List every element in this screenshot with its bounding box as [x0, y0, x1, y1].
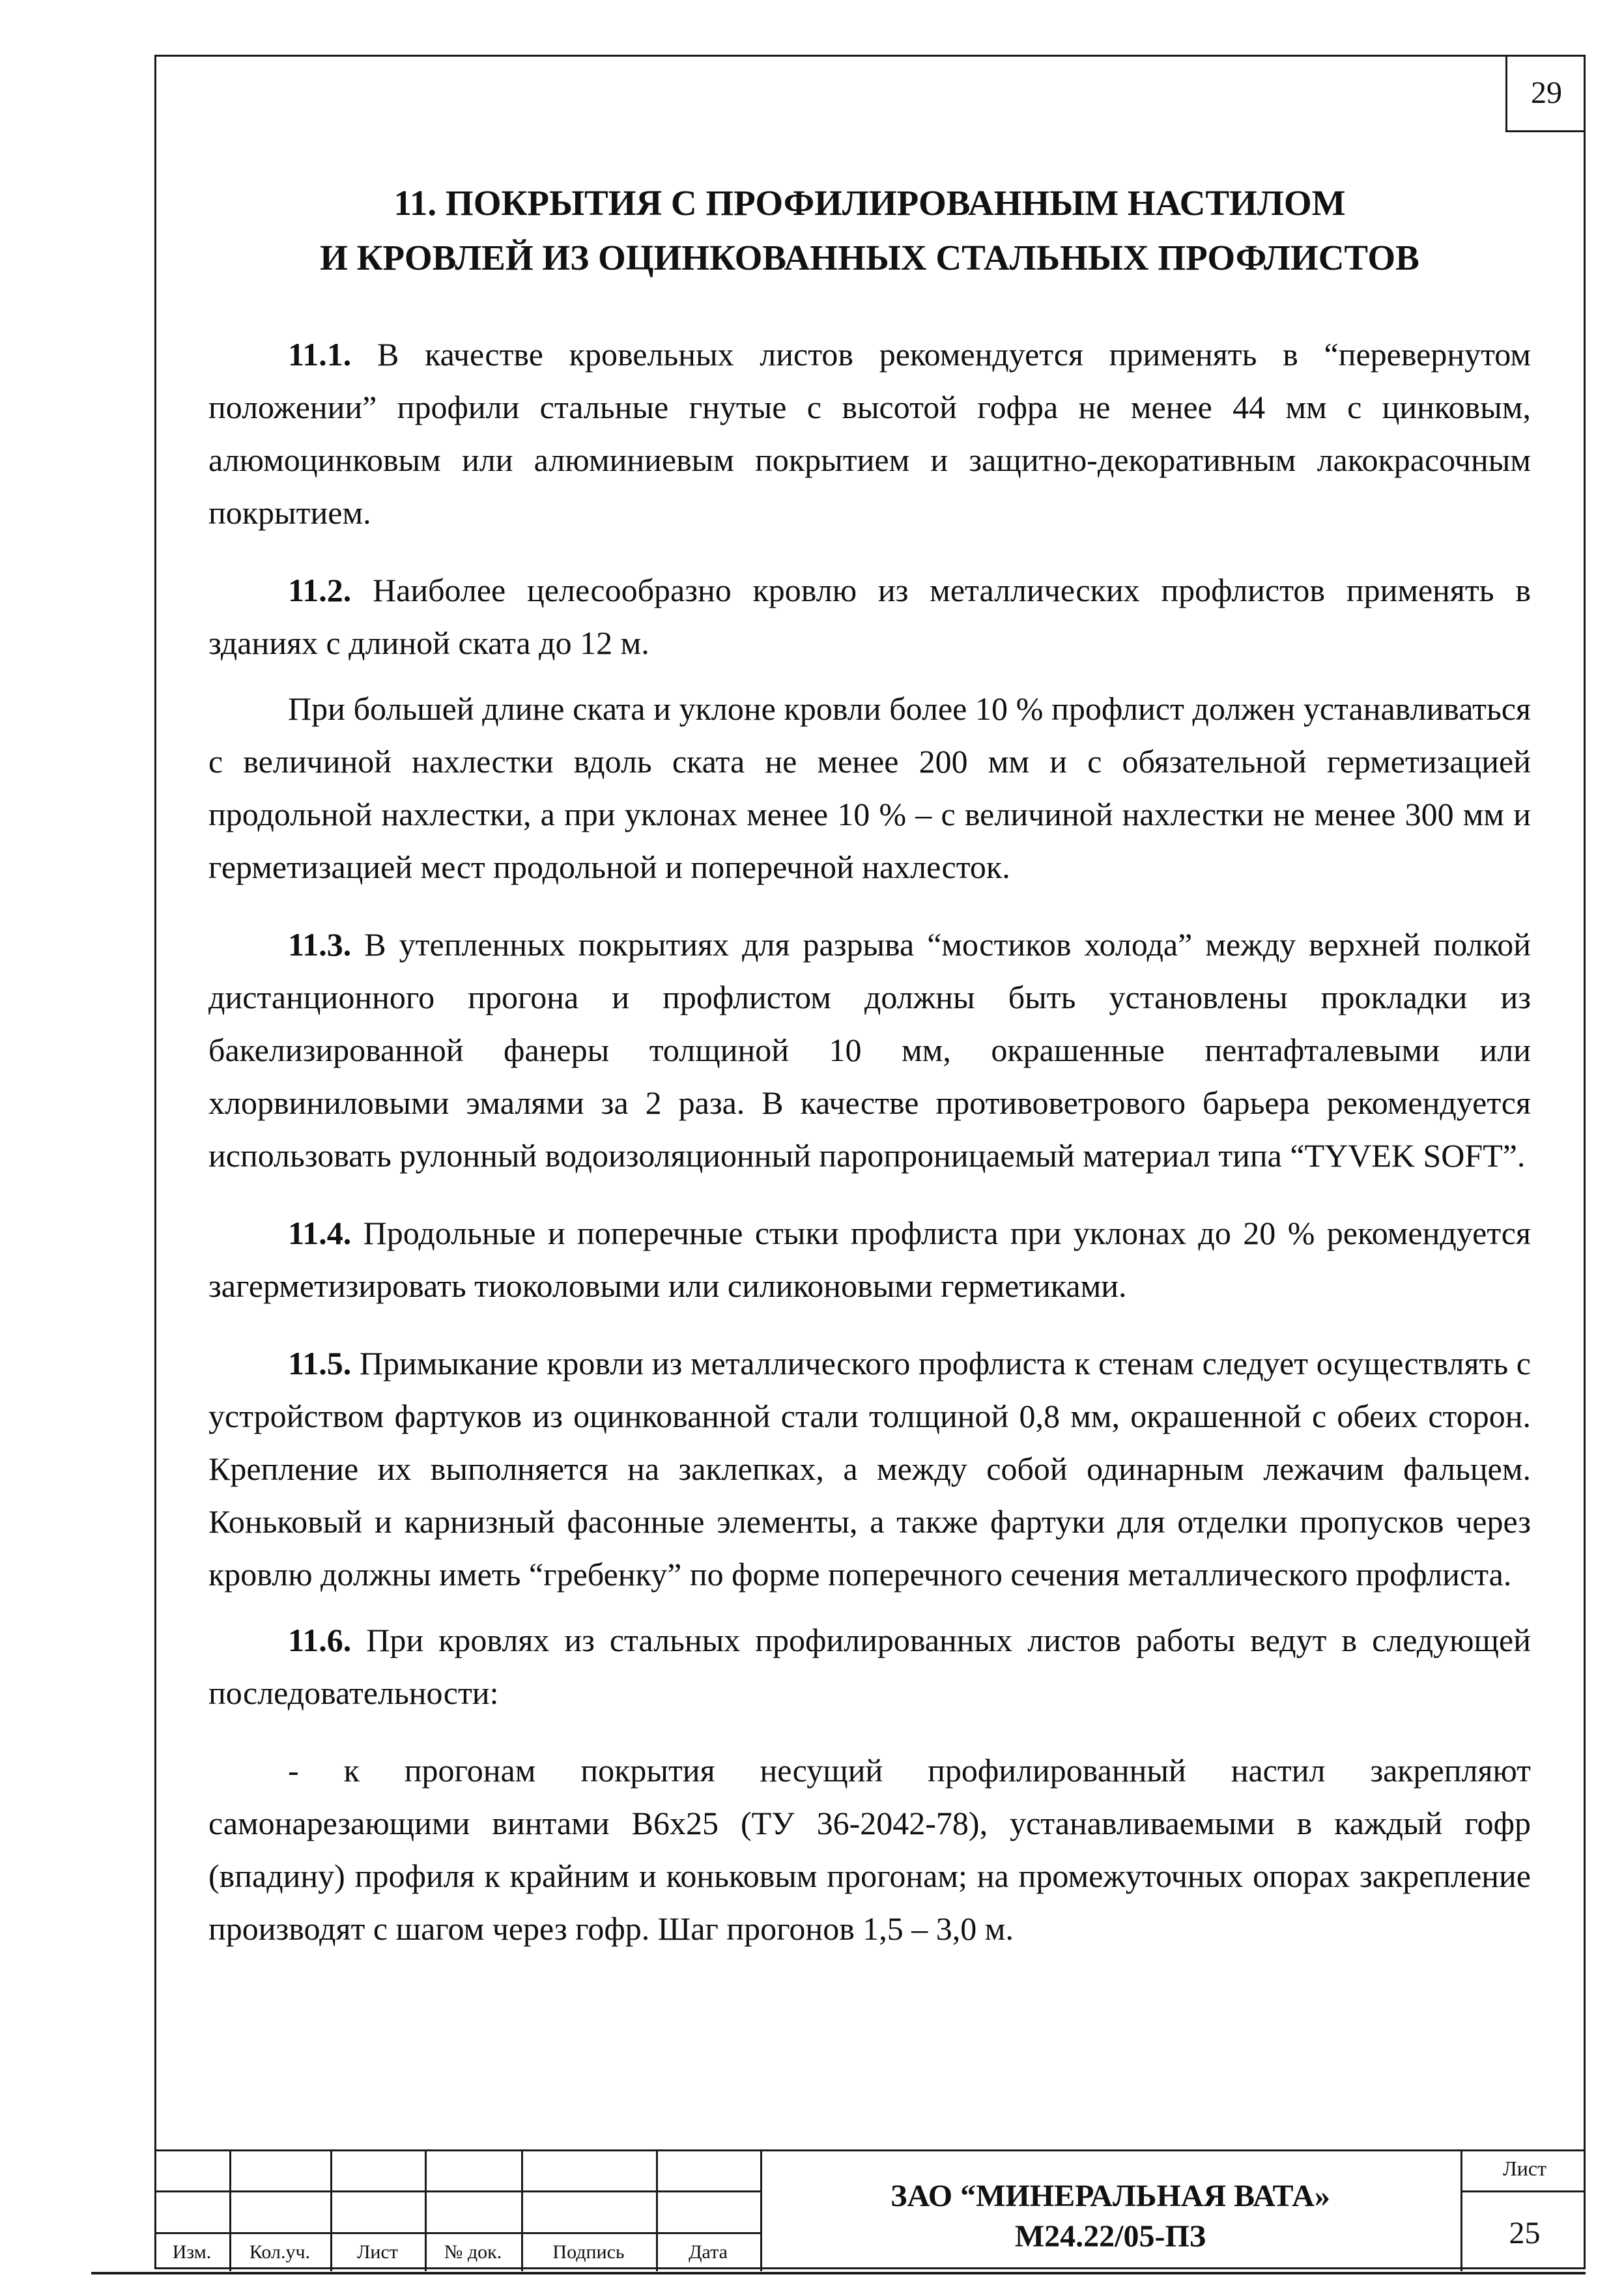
stamp-col-date: Дата [689, 2241, 728, 2263]
paragraph-text: При большей длине ската и уклоне кровли более 10 % профлист должен устанавливаться с величиной нахлестки вдоль ската не менее 200 мм и с обязательной герметизацией продольной нахлестки, а при уклонах менее 10 % – с величиной нахлестки не менее 300 мм и герметизацией мест продольной и поперечной нахлесток. [208, 690, 1531, 885]
stamp-sheet-line [1460, 2190, 1586, 2192]
sheet-label: Лист [1502, 2157, 1546, 2180]
title-line-2: И КРОВЛЕЙ ИЗ ОЦИНКОВАННЫХ СТАЛЬНЫХ ПРОФЛИСТОВ [320, 238, 1419, 277]
paragraph-11-3 [208, 918, 1531, 1182]
stamp-col-line [1460, 2151, 1462, 2271]
paragraph-number: 11.5. [288, 1345, 352, 1381]
paragraph-text: - к прогонам покрытия несущий профилированный настил закрепляют самонарезающими винтами В6х25 (ТУ 36-2042-78), устанавливаемыми в каждый гофр (впадину) профиля к крайним и коньковым прогонам; на промежуточных опорах закрепление производят с шагом через гофр. Шаг прогонов 1,5 – 3,0 м. [208, 1752, 1531, 1947]
paragraph-11-5 [208, 1337, 1531, 1601]
stamp-col-sheet: Лист [357, 2241, 398, 2263]
paragraph-text: Наиболее целесообразно кровлю из металлических профлистов применять в зданиях с длиной ската до 12 м. [208, 572, 1531, 661]
paragraph-11-6-item [208, 1744, 1531, 1955]
title-line-1: 11. ПОКРЫТИЯ С ПРОФИЛИРОВАННЫМ НАСТИЛОМ [393, 183, 1346, 223]
paragraph-text: При кровлях из стальных профилированных листов работы ведут в следующей последовательности: [208, 1622, 1531, 1711]
paragraph-text: Продольные и поперечные стыки профлиста при уклонах до 20 % рекомендуется загерметизировать тиоколовыми или силиконовыми герметиками. [208, 1215, 1531, 1304]
paragraph-text: В утепленных покрытиях для разрыва “мостиков холода” между верхней полкой дистанционного прогона и профлистом должны быть установлены прокладки из бакелизированной фанеры толщиной 10 мм, окрашенные пентафталевыми или хлорвиниловыми эмалями за 2 раза. В качестве противоветрового барьера рекомендуется использовать рулонный водоизоляционный паропроницаемый материал типа “TYVEK SOFT”. [208, 926, 1531, 1174]
paragraph-11-1 [208, 328, 1531, 539]
title-block-stamp [154, 2149, 1586, 2269]
organization-name: ЗАО “МИНЕРАЛЬНАЯ ВАТА» [890, 2179, 1330, 2213]
stamp-col-signature: Подпись [552, 2241, 625, 2263]
paragraph-number: 11.1. [288, 336, 352, 373]
page-number: 29 [1505, 55, 1586, 132]
bottom-rule [91, 2272, 1586, 2274]
paragraph-11-2 [208, 564, 1531, 670]
paragraph-text: В качестве кровельных листов рекомендуется применять в “перевернутом положении” профили стальные гнутые с высотой гофра не менее 44 мм с цинковым, алюмоцинковым или алюминиевым покрытием и защитно-декоративным лакокрасочным покрытием. [208, 336, 1531, 531]
paragraph-number: 11.6. [288, 1622, 352, 1658]
stamp-row-line [154, 2190, 760, 2192]
document-body [208, 176, 1531, 1968]
sheet-number: 25 [1509, 2216, 1541, 2250]
paragraph-11-2-continued [208, 683, 1531, 894]
paragraph-11-6 [208, 1614, 1531, 1720]
stamp-col-doc-number: № док. [444, 2241, 502, 2263]
paragraph-11-4 [208, 1207, 1531, 1312]
document-code: М24.22/05-ПЗ [1014, 2219, 1206, 2254]
organization-block [760, 2176, 1460, 2257]
paragraph-text: Примыкание кровли из металлического профлиста к стенам следует осуществлять с устройством фартуков из оцинкованной стали толщиной 0,8 мм, окрашенной с обеих сторон. Крепление их выполняется на заклепках, а между собой одинарным лежачим фальцем. Коньковый и карнизный фасонные элементы, а также фартуки для отделки пропусков через кровлю должны иметь “гребенку” по форме поперечного сечения металлического профлиста. [208, 1345, 1531, 1593]
paragraph-number: 11.4. [288, 1215, 352, 1251]
paragraph-number: 11.2. [288, 572, 352, 608]
stamp-col-change: Изм. [172, 2241, 212, 2263]
section-title [208, 176, 1531, 285]
stamp-row-line [154, 2232, 760, 2234]
paragraph-number: 11.3. [288, 926, 352, 963]
stamp-col-quantity: Кол.уч. [249, 2241, 311, 2263]
